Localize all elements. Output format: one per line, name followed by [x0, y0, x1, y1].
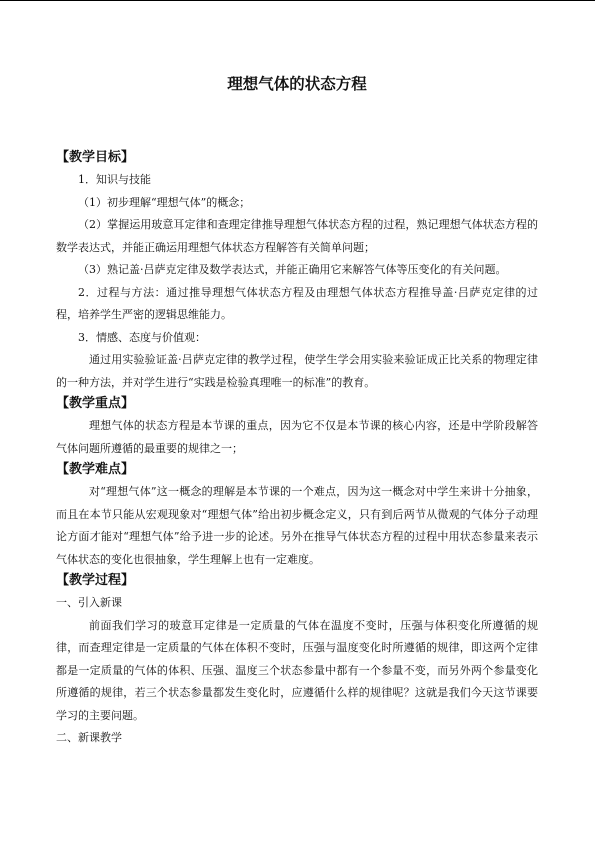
paragraph: 一、引入新课: [56, 596, 122, 609]
section-difficulties: [56, 460, 538, 571]
section-key-points: [56, 394, 538, 460]
paragraph: （3）熟记盖·吕萨克定律及数学表达式，并能正确用它来解答气体等压变化的有关问题。: [78, 263, 507, 276]
section-heading: 【教学目标】: [56, 150, 135, 165]
paragraph: （2）掌握运用玻意耳定律和查理定律推导理想气体状态方程的过程，熟记理想气体状态方程的数学表达式，并能正确运用理想气体状态方程解答有关简单问题；: [56, 218, 538, 254]
section-heading: 【教学难点】: [56, 462, 135, 477]
paragraph: 3．情感、态度与价值观：: [78, 330, 206, 344]
section-heading: 【教学重点】: [56, 396, 135, 411]
paragraph: 理想气体的状态方程是本节课的重点，因为它不仅是本节课的核心内容，还是中学阶段解答气体问题所遵循的最重要的规律之一；: [56, 419, 538, 455]
paragraph: 二、新课教学: [56, 731, 122, 744]
top-border-line: [0, 0, 595, 1]
paragraph: （1）初步理解“理想气体”的概念；: [78, 195, 251, 209]
paragraph: 前面我们学习的玻意耳定律是一定质量的气体在温度不变时，压强与体积变化所遵循的规律，而查理定律是一定质量的气体在体积不变时，压强与温度变化时所遵循的规律，即这两个定律都是一定质量的气体的体积、压强、温度三个状态参量中都有一个参量不变，而另外两个参量变化所遵循的规律，若三个状态参量都发生变化时，应遵循什么样的规律呢？这就是我们今天这节课要学习的主要问题。: [56, 618, 538, 722]
section-teaching-goals: [56, 148, 538, 394]
document-page: [56, 74, 538, 750]
paragraph: 通过用实验验证盖·吕萨克定律的教学过程，使学生学会用实验来验证成正比关系的物理定律的一种方法，并对学生进行“实践是检验真理唯一的标准”的教育。: [56, 353, 538, 389]
paragraph: 2．过程与方法：通过推导理想气体状态方程及由理想气体状态方程推导盖·吕萨克定律的过程，培养学生严密的逻辑思维能力。: [56, 285, 538, 321]
section-heading: 【教学过程】: [56, 573, 135, 588]
paragraph: 1．知识与技能: [78, 173, 151, 186]
section-teaching-process: [56, 571, 538, 750]
document-title: 理想气体的状态方程: [227, 74, 367, 93]
paragraph: 对“理想气体”这一概念的理解是本节课的一个难点，因为这一概念对中学生来讲十分抽象，而且在本节只能从宏观现象对“理想气体”给出初步概念定义，只有到后两节从微观的气体分子动理论方面才能对“理想气体”给予进一步的论述。另外在推导气体状态方程的过程中用状态参量来表示气体状态的变化也很抽象，学生理解上也有一定难度。: [56, 485, 538, 566]
